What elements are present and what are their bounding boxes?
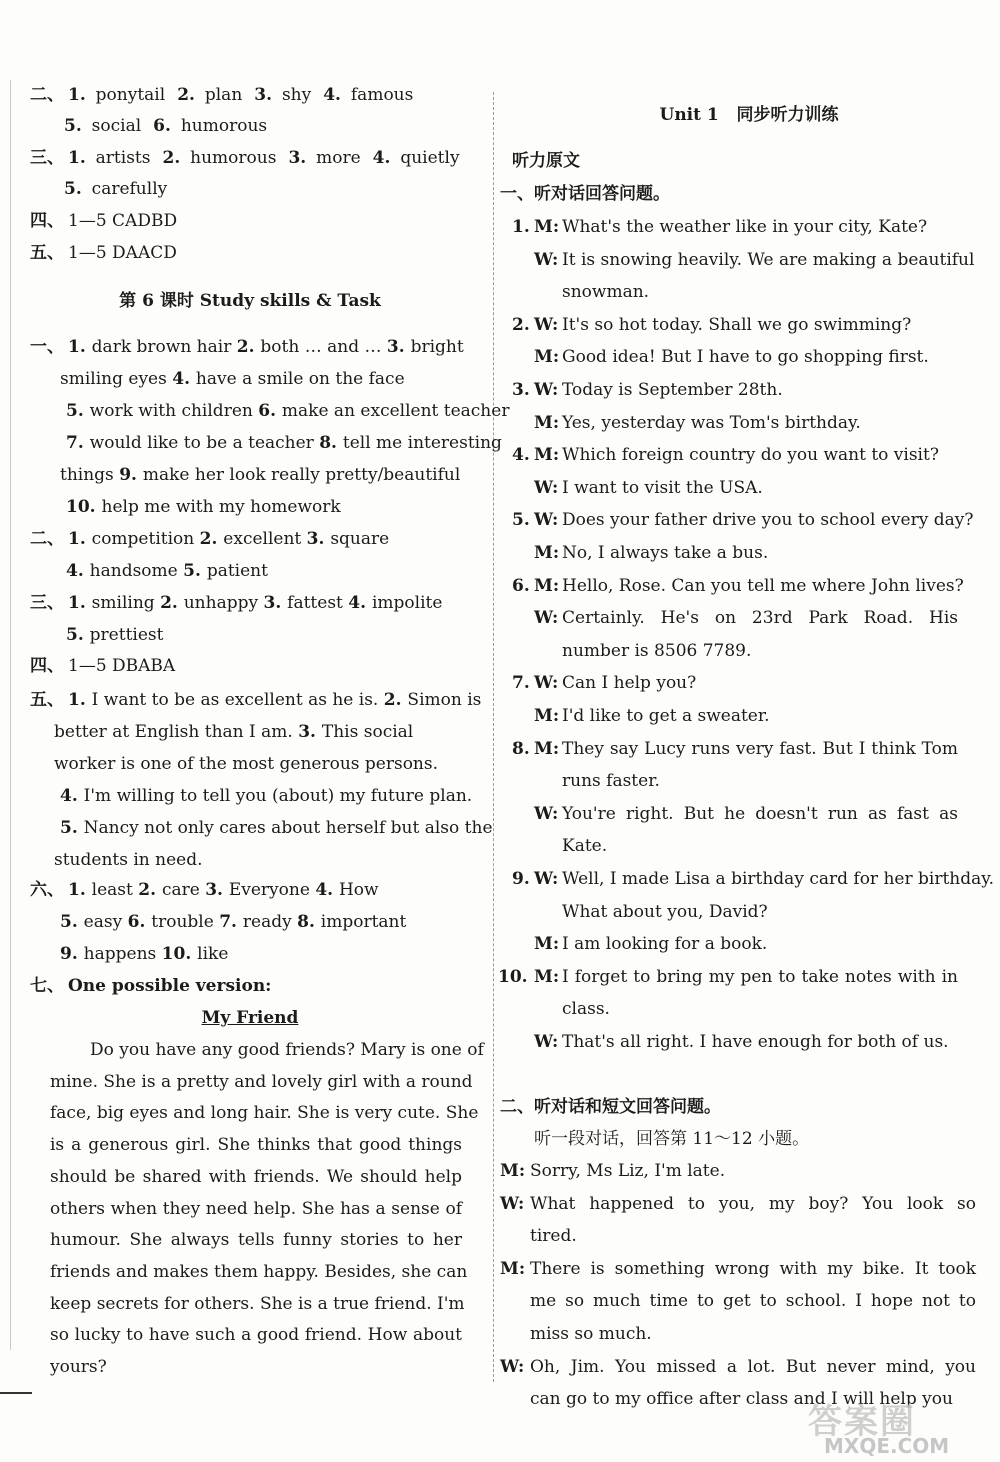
- item-text: smiling eyes: [60, 369, 173, 389]
- item-number: 1.: [68, 593, 92, 613]
- item-number: 3.: [205, 880, 229, 900]
- essay-line: is a generous girl. She thinks that good things: [50, 1135, 462, 1156]
- item-text: better at English than I am.: [54, 722, 299, 742]
- item-text: make an excellent teacher: [281, 401, 510, 421]
- item-number: 3.: [288, 148, 313, 168]
- item-text: happens: [83, 944, 162, 964]
- speaker-label: M:: [534, 412, 560, 433]
- item-text: prettiest: [89, 625, 164, 645]
- item-text: important: [320, 912, 407, 932]
- section-label: 二、: [30, 85, 64, 105]
- conversation-text: can go to my office after class and I will help you: [530, 1389, 953, 1410]
- item-number: 6.: [153, 116, 177, 136]
- dialogue-text: Does your father drive you to school every day?: [562, 510, 974, 531]
- lesson-number: 第 6 课时: [119, 291, 200, 311]
- essay-title: [30, 1007, 470, 1029]
- answer-line: [30, 84, 460, 106]
- item-number: 4.: [172, 369, 196, 389]
- answer-line: [30, 147, 460, 169]
- item-number: 4.: [348, 593, 372, 613]
- essay-line: others when they need help. She has a sense of: [50, 1198, 462, 1219]
- item-text: least: [91, 880, 139, 900]
- item-number: 3.: [306, 529, 331, 549]
- part-heading: 一、听对话回答问题。: [500, 184, 670, 204]
- dialogue-number: 3.: [512, 380, 530, 400]
- item-text: dark brown hair: [91, 337, 237, 357]
- item-number: 1.: [68, 880, 92, 900]
- item-text: work with children: [89, 401, 259, 421]
- speaker-label: M:: [500, 1258, 526, 1279]
- dialogue-number: 5.: [512, 510, 530, 531]
- speaker-label: W:: [534, 380, 559, 400]
- speaker-label: M:: [534, 347, 560, 368]
- answer-line: [30, 879, 464, 901]
- item-text: help me with my homework: [101, 497, 341, 517]
- dialogue-text: Good idea! But I have to go shopping first.: [562, 347, 929, 368]
- essay-line: Do you have any good friends? Mary is one of: [90, 1040, 484, 1060]
- essay-line: so lucky to have such a good friend. How about: [50, 1325, 462, 1346]
- dialogue-text: snowman.: [562, 282, 650, 303]
- item-text: care: [161, 880, 206, 900]
- dialogue-text: What's the weather like in your city, Kate?: [562, 217, 928, 237]
- answer-text: 1—5 DAACD: [68, 243, 177, 263]
- item-text: artists: [95, 148, 151, 168]
- dialogue-number: 10.: [498, 966, 528, 987]
- footer-rule: [0, 1392, 32, 1394]
- item-text: both … and …: [260, 337, 387, 357]
- dialogue-text: They say Lucy runs very fast. But I think Tom: [562, 738, 958, 759]
- script-heading: 听力原文: [512, 151, 580, 171]
- item-text: plan: [204, 85, 243, 105]
- item-number: 1.: [68, 690, 92, 710]
- answer-line: [66, 560, 464, 582]
- answer-line: [64, 115, 464, 137]
- dialogue-text: It's so hot today. Shall we go swimming?: [562, 314, 912, 335]
- answer-line: [30, 592, 464, 614]
- dialogue-text: I want to visit the USA.: [562, 477, 763, 498]
- answer-line: [30, 528, 464, 550]
- item-number: 10.: [161, 944, 198, 964]
- item-number: 2.: [162, 148, 187, 168]
- speaker-label: W:: [534, 673, 559, 694]
- item-text: ready: [242, 912, 298, 932]
- section-label: 三、: [30, 593, 64, 613]
- dialogue-number: 2.: [512, 314, 530, 335]
- item-text: make her look really pretty/beautiful: [142, 465, 461, 485]
- watermark-url: MXQE.COM: [824, 1434, 950, 1458]
- item-text: competition: [91, 529, 200, 549]
- column-divider: [493, 92, 494, 1382]
- item-text: quietly: [400, 148, 460, 168]
- speaker-label: W:: [534, 608, 559, 629]
- dialogue-number: 9.: [512, 869, 530, 889]
- item-number: 2.: [138, 880, 162, 900]
- conversation-text: There is something wrong with my bike. It took: [530, 1258, 976, 1279]
- speaker-label: M:: [534, 706, 560, 726]
- dialogue-text: I forget to bring my pen to take notes with in: [562, 966, 958, 987]
- essay-line: humour. She always tells funny stories to her: [50, 1230, 462, 1251]
- item-number: 1.: [68, 148, 92, 168]
- item-text: humorous: [190, 148, 277, 168]
- essay-line: friends and makes them happy. Besides, she can: [50, 1261, 468, 1282]
- answer-line: [60, 785, 473, 807]
- section-label: 三、: [30, 148, 64, 168]
- item-text: impolite: [371, 593, 443, 613]
- item-number: 8.: [319, 433, 343, 453]
- item-number: 2.: [177, 85, 201, 105]
- item-number: 3.: [263, 593, 288, 613]
- answer-line: [66, 432, 502, 454]
- speaker-label: M:: [534, 445, 560, 466]
- item-number: 5.: [64, 116, 88, 136]
- answer-line: [30, 655, 460, 677]
- item-text: tell me interesting: [342, 433, 502, 453]
- lesson-name: Study skills & Task: [199, 291, 381, 311]
- item-number: 8.: [297, 912, 321, 932]
- answer-line: [66, 624, 464, 646]
- dialogue-text: Can I help you?: [562, 673, 697, 694]
- item-text: I want to be as excellent as he is.: [91, 690, 384, 710]
- answer-text: 1—5 DBABA: [68, 656, 176, 676]
- dialogue-text: Kate.: [562, 836, 608, 857]
- watermark-logo: [788, 1394, 988, 1458]
- item-text: unhappy: [183, 593, 264, 613]
- section-label: 六、: [30, 880, 64, 900]
- item-number: 7.: [66, 433, 90, 453]
- item-text: fattest: [287, 593, 349, 613]
- dialogue-text: class.: [562, 999, 610, 1020]
- item-text: Simon is: [407, 690, 482, 710]
- dialogue-number: 1.: [512, 217, 530, 237]
- item-number: 3.: [386, 337, 411, 357]
- speaker-label: W:: [534, 1032, 559, 1052]
- item-text: easy: [83, 912, 128, 932]
- dialogue-text: Hello, Rose. Can you tell me where John lives?: [562, 575, 964, 596]
- answer-line: [30, 336, 464, 358]
- item-text: carefully: [91, 179, 168, 199]
- item-text: square: [330, 529, 390, 549]
- conversation-text: miss so much.: [530, 1324, 652, 1344]
- answer-line: [66, 400, 510, 422]
- dialogue-text: Yes, yesterday was Tom's birthday.: [562, 412, 861, 433]
- speaker-label: M:: [534, 738, 560, 759]
- speaker-label: W:: [500, 1356, 525, 1377]
- item-number: 3.: [298, 722, 322, 742]
- section-label: 五、: [30, 243, 64, 263]
- answer-line: [64, 178, 464, 200]
- item-number: 1.: [68, 529, 92, 549]
- item-text: I'm willing to tell you (about) my future plan.: [83, 786, 473, 806]
- item-number: 1.: [68, 85, 92, 105]
- answer-line: [66, 496, 464, 518]
- item-text: How: [338, 880, 379, 900]
- answer-line: [30, 210, 460, 232]
- answer-line: [60, 911, 464, 933]
- part-heading: 二、听对话和短文回答问题。: [500, 1097, 721, 1117]
- item-text: trouble: [151, 912, 220, 932]
- lesson-title: [30, 290, 470, 312]
- item-number: 7.: [219, 912, 243, 932]
- item-text: like: [197, 944, 229, 964]
- item-text: Nancy not only cares about herself but also the: [83, 818, 493, 838]
- answer-line: [54, 849, 464, 871]
- item-number: 5.: [64, 179, 88, 199]
- item-number: 4.: [372, 148, 397, 168]
- dialogue-text: number is 8506 7789.: [562, 640, 752, 661]
- answer-line: [30, 242, 460, 264]
- answer-line: [54, 753, 464, 775]
- dialogue-number: 4.: [512, 445, 530, 466]
- item-text: worker is one of the most generous persons.: [54, 754, 439, 774]
- item-number: 2.: [199, 529, 224, 549]
- item-text: excellent: [223, 529, 307, 549]
- speaker-label: W:: [534, 869, 559, 889]
- answer-line: [30, 975, 460, 997]
- item-text: social: [91, 116, 142, 136]
- item-number: 10.: [66, 497, 102, 517]
- item-number: 1.: [68, 337, 92, 357]
- dialogue-text: runs faster.: [562, 771, 660, 792]
- item-text: things: [60, 465, 120, 485]
- conversation-text: me so much time to get to school. I hope not to: [530, 1291, 976, 1312]
- item-text: more: [316, 148, 361, 168]
- speaker-label: W:: [534, 314, 559, 335]
- item-text: bright: [410, 337, 464, 357]
- item-text: famous: [350, 85, 414, 105]
- item-number: 9.: [119, 465, 143, 485]
- speaker-label: W:: [500, 1193, 525, 1214]
- item-text: would like to be a teacher: [89, 433, 320, 453]
- answer-line: [60, 368, 464, 390]
- section-label: 七、: [30, 976, 64, 996]
- dialogue-text: I'd like to get a sweater.: [562, 706, 770, 726]
- answer-line: [30, 689, 482, 711]
- dialogue-number: 7.: [512, 673, 530, 694]
- speaker-label: W:: [534, 510, 559, 531]
- item-text: shy: [281, 85, 312, 105]
- essay-heading: My Friend: [201, 1008, 299, 1028]
- version-note: One possible version:: [68, 976, 272, 996]
- conversation-text: Oh, Jim. You missed a lot. But never mind, you: [530, 1356, 976, 1377]
- item-number: 4.: [66, 561, 90, 581]
- item-number: 5.: [183, 561, 207, 581]
- answer-text: 1—5 CADBD: [68, 211, 178, 231]
- dialogue-text: Certainly. He's on 23rd Park Road. His: [562, 608, 958, 629]
- item-number: 2.: [160, 593, 184, 613]
- item-number: 6.: [127, 912, 152, 932]
- speaker-label: W:: [534, 477, 559, 498]
- answer-line: [54, 721, 464, 743]
- item-number: 4.: [323, 85, 347, 105]
- speaker-label: M:: [534, 934, 560, 955]
- speaker-label: W:: [534, 249, 559, 270]
- essay-line: should be shared with friends. We should help: [50, 1166, 462, 1187]
- speaker-label: M:: [534, 543, 560, 563]
- item-text: This social: [321, 722, 414, 742]
- section-label: 四、: [30, 211, 64, 231]
- answer-line: [60, 817, 493, 839]
- dialogue-text: I am looking for a book.: [562, 934, 768, 955]
- unit-title: Unit 1 同步听力训练: [659, 105, 839, 125]
- dialogue-number: 8.: [512, 738, 530, 759]
- section-label: 一、: [30, 337, 64, 357]
- dialogue-text: You're right. But he doesn't run as fast as: [562, 803, 958, 824]
- section-label: 四、: [30, 656, 64, 676]
- item-text: smiling: [91, 593, 161, 613]
- speaker-label: M:: [534, 575, 560, 596]
- item-number: 5.: [66, 625, 90, 645]
- item-number: 5.: [66, 401, 90, 421]
- speaker-label: M:: [500, 1161, 526, 1181]
- speaker-label: M:: [534, 966, 560, 987]
- conversation-text: Sorry, Ms Liz, I'm late.: [530, 1161, 726, 1181]
- essay-line: keep secrets for others. She is a true friend. I'm: [50, 1293, 465, 1314]
- item-text: have a smile on the face: [195, 369, 405, 389]
- item-text: humorous: [180, 116, 268, 136]
- item-number: 5.: [60, 818, 84, 838]
- dialogue-text: It is snowing heavily. We are making a beautiful: [562, 249, 975, 270]
- dialogue-text: That's all right. I have enough for both of us.: [562, 1032, 949, 1052]
- dialogue-number: 6.: [512, 575, 530, 596]
- left-margin-rule: [10, 80, 11, 1350]
- item-number: 4.: [315, 880, 339, 900]
- answer-line: [60, 464, 464, 486]
- dialogue-text: What about you, David?: [562, 901, 768, 922]
- conversation-text: What happened to you, my boy? You look so: [530, 1193, 976, 1214]
- item-number: 6.: [258, 401, 282, 421]
- item-number: 2.: [236, 337, 261, 357]
- item-number: 4.: [60, 786, 84, 806]
- dialogue-text: No, I always take a bus.: [562, 543, 769, 563]
- section-label: 二、: [30, 529, 64, 549]
- item-text: Everyone: [228, 880, 316, 900]
- item-text: ponytail: [95, 85, 166, 105]
- speaker-label: W:: [534, 803, 559, 824]
- dialogue-text: Today is September 28th.: [562, 380, 783, 400]
- item-number: 2.: [383, 690, 408, 710]
- speaker-label: M:: [534, 217, 560, 237]
- item-number: 3.: [254, 85, 278, 105]
- essay-line: face, big eyes and long hair. She is very cute. She: [50, 1103, 479, 1124]
- item-text: handsome: [89, 561, 184, 581]
- item-text: students in need.: [54, 850, 203, 870]
- answer-line: [60, 943, 464, 965]
- item-text: patient: [206, 561, 268, 581]
- item-number: 9.: [60, 944, 84, 964]
- conversation-text: tired.: [530, 1226, 577, 1247]
- dialogue-text: Which foreign country do you want to visit?: [562, 445, 939, 466]
- essay-line: yours?: [50, 1357, 107, 1377]
- watermark-title: 答案圈: [808, 1402, 916, 1442]
- part-intro: 听一段对话，回答第 11～12 小题。: [534, 1129, 810, 1149]
- dialogue-text: Well, I made Lisa a birthday card for her birthday.: [562, 869, 994, 889]
- section-label: 五、: [30, 690, 64, 710]
- essay-line: mine. She is a pretty and lovely girl with a round: [50, 1071, 473, 1092]
- item-number: 5.: [60, 912, 84, 932]
